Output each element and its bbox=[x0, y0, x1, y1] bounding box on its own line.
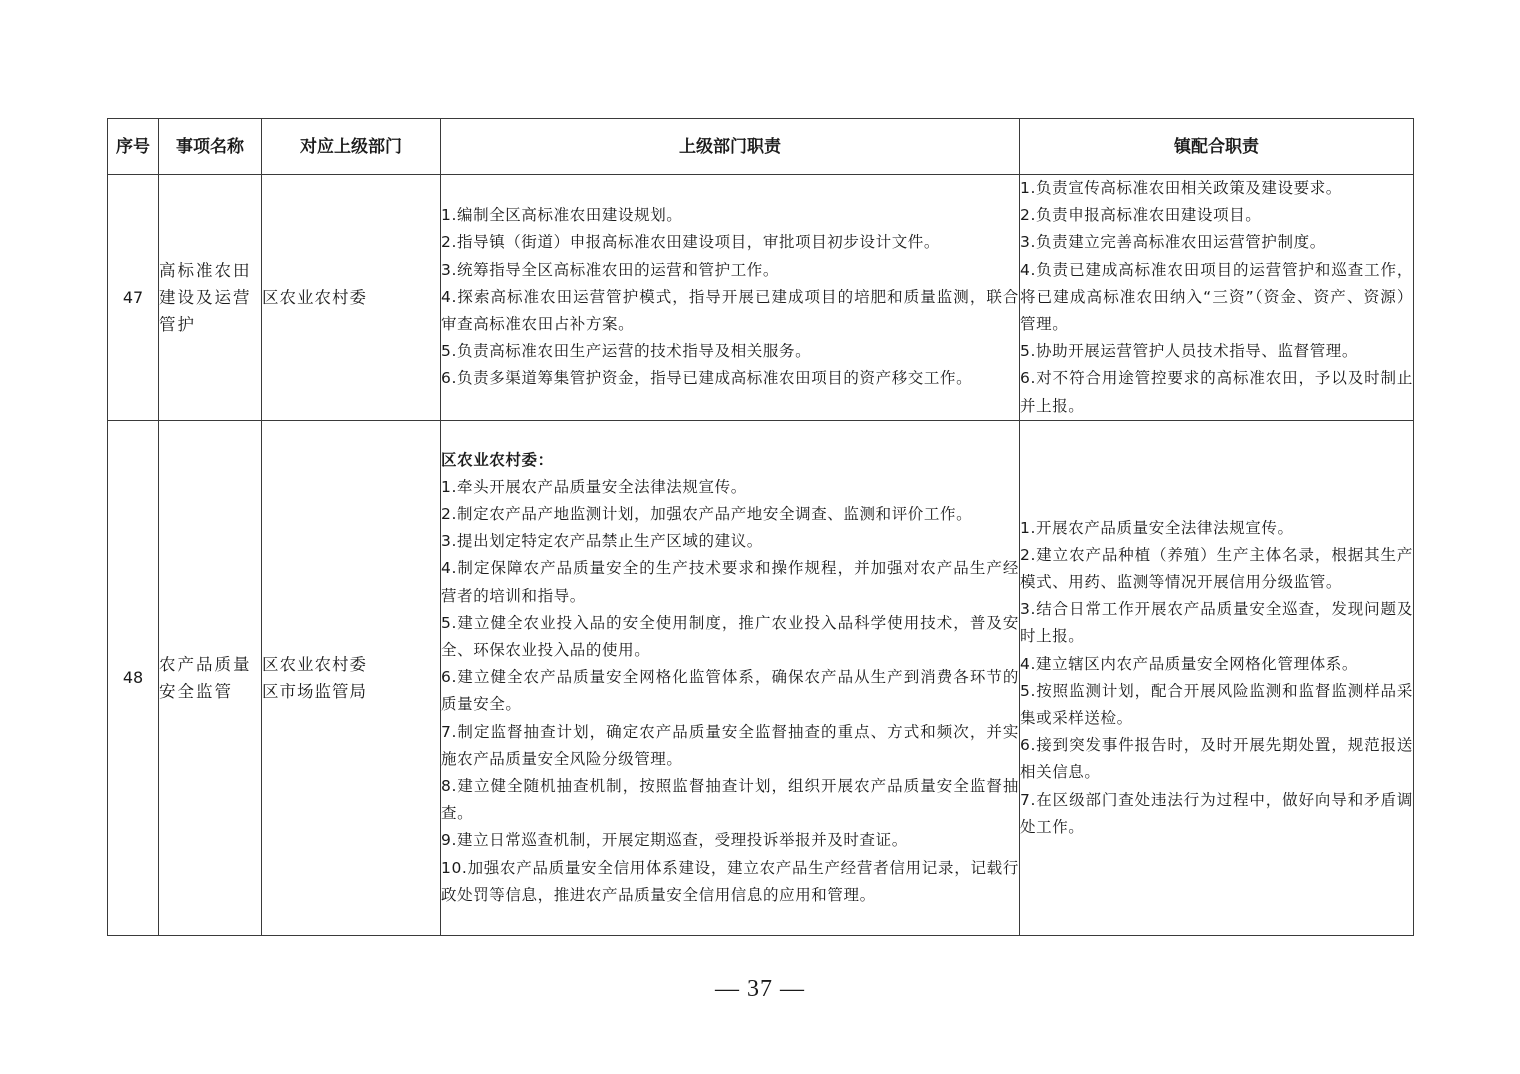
duty-item: 7.制定监督抽查计划，确定农产品质量安全监督抽查的重点、方式和频次，并实施农产品质量安全风险分级管理。 bbox=[441, 722, 1019, 768]
duty-item: 5.协助开展运营管护人员技术指导、监督管理。 bbox=[1020, 342, 1358, 361]
duty-item: 5.建立健全农业投入品的安全使用制度，推广农业投入品科学使用技术，普及安全、环保农业投入品的使用。 bbox=[441, 613, 1019, 660]
dept-name: 区农业农村委 bbox=[262, 654, 367, 674]
row-upper-dept bbox=[262, 420, 441, 935]
duty-item: 6.对不符合用途管控要求的高标准农田，予以及时制止并上报。 bbox=[1020, 369, 1413, 415]
duty-item: 2.负责申报高标准农田建设项目。 bbox=[1020, 206, 1262, 225]
duty-item: 1.负责宣传高标准农田相关政策及建设要求。 bbox=[1020, 179, 1342, 197]
duty-item: 8.建立健全随机抽查机制，按照监督抽查计划，组织开展农产品质量安全监督抽查。 bbox=[441, 777, 1019, 823]
table-row bbox=[108, 420, 1414, 935]
header-upper-duties: 上级部门职责 bbox=[441, 119, 1020, 175]
table-header-row bbox=[108, 119, 1414, 175]
header-upper-dept: 对应上级部门 bbox=[262, 119, 441, 175]
header-item-name: 事项名称 bbox=[159, 119, 262, 175]
duty-item: 3.提出划定特定农产品禁止生产区域的建议。 bbox=[441, 532, 763, 551]
dept-name: 区市场监管局 bbox=[262, 681, 367, 701]
duty-item: 6.负责多渠道筹集管护资金，指导已建成高标准农田项目的资产移交工作。 bbox=[441, 369, 973, 388]
duty-item: 3.统筹指导全区高标准农田的运营和管护工作。 bbox=[441, 260, 779, 279]
duty-item: 3.负责建立完善高标准农田运营管护制度。 bbox=[1020, 233, 1326, 252]
duty-item: 1.开展农产品质量安全法律法规宣传。 bbox=[1020, 518, 1294, 537]
duty-item: 6.建立健全农产品质量安全网格化监管体系，确保农产品从生产到消费各环节的质量安全。 bbox=[441, 668, 1019, 714]
row-town-duties bbox=[1020, 175, 1414, 421]
row-item-name: 高标准农田建设及运营管护 bbox=[159, 175, 262, 421]
duty-item: 7.在区级部门查处违法行为过程中，做好向导和矛盾调处工作。 bbox=[1020, 790, 1413, 836]
duty-item: 6.接到突发事件报告时，及时开展先期处置，规范报送相关信息。 bbox=[1020, 736, 1413, 782]
row-town-duties bbox=[1020, 420, 1414, 935]
duty-item: 10.加强农产品质量安全信用体系建设，建立农产品生产经营者信用记录，记载行政处罚等信息，推进农产品质量安全信用信息的应用和管理。 bbox=[441, 858, 1019, 904]
duty-item: 2.指导镇（街道）申报高标准农田建设项目，审批项目初步设计文件。 bbox=[441, 233, 940, 252]
table-row bbox=[108, 175, 1414, 421]
duty-item: 1.编制全区高标准农田建设规划。 bbox=[441, 206, 683, 225]
duty-dept-heading: 区农业农村委： bbox=[441, 450, 554, 469]
row-upper-dept bbox=[262, 175, 441, 421]
dept-name: 区农业农村委 bbox=[262, 287, 367, 307]
duty-item: 2.制定农产品产地监测计划，加强农产品产地安全调查、监测和评价工作。 bbox=[441, 505, 973, 523]
duty-item: 4.负责已建成高标准农田项目的运营管护和巡查工作，将已建成高标准农田纳入“三资”（资金、资产、资源）管理。 bbox=[1020, 260, 1413, 334]
row-item-name: 农产品质量安全监管 bbox=[159, 420, 262, 935]
duty-item: 2.建立农产品种植（养殖）生产主体名录，根据其生产模式、用药、监测等情况开展信用分级监管。 bbox=[1020, 545, 1413, 592]
duty-item: 9.建立日常巡查机制，开展定期巡查，受理投诉举报并及时查证。 bbox=[441, 831, 908, 850]
duty-table bbox=[107, 118, 1414, 936]
duty-item: 3.结合日常工作开展农产品质量安全巡查，发现问题及时上报。 bbox=[1020, 600, 1413, 646]
header-seq: 序号 bbox=[108, 119, 159, 175]
page-number: — 37 — bbox=[715, 976, 805, 1002]
duty-item: 4.制定保障农产品质量安全的生产技术要求和操作规程，并加强对农产品生产经营者的培训和指导。 bbox=[441, 559, 1019, 605]
row-upper-duties bbox=[441, 420, 1020, 935]
row-upper-duties bbox=[441, 175, 1020, 421]
duty-item: 1.牵头开展农产品质量安全法律法规宣传。 bbox=[441, 477, 747, 496]
header-town-duties: 镇配合职责 bbox=[1020, 119, 1414, 175]
duty-item: 4.建立辖区内农产品质量安全网格化管理体系。 bbox=[1020, 654, 1358, 673]
duty-item: 4.探索高标准农田运营管护模式，指导开展已建成项目的培肥和质量监测，联合审查高标准农田占补方案。 bbox=[441, 287, 1019, 334]
duty-item: 5.负责高标准农田生产运营的技术指导及相关服务。 bbox=[441, 342, 812, 361]
row-seq: 47 bbox=[108, 175, 159, 421]
row-seq: 48 bbox=[108, 420, 159, 935]
duty-item: 5.按照监测计划，配合开展风险监测和监督监测样品采集或采样送检。 bbox=[1020, 681, 1413, 728]
